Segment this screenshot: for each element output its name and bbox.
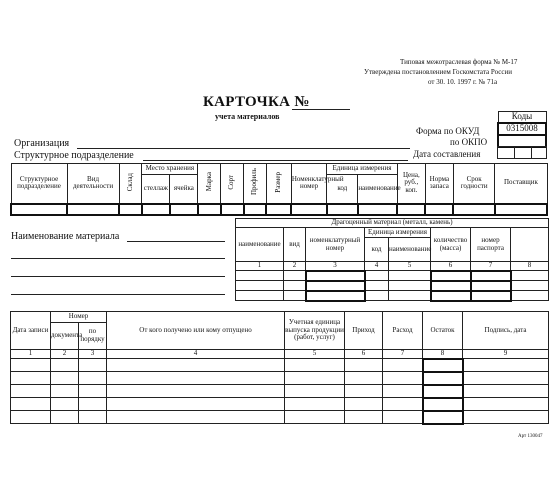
input-price[interactable] — [397, 204, 425, 215]
mv-cell[interactable] — [345, 398, 383, 411]
date-created-table — [497, 146, 547, 159]
mv-num: 9 — [463, 350, 549, 359]
precious-cell[interactable] — [431, 271, 471, 281]
input-shelf-life[interactable] — [453, 204, 495, 215]
col-unit-code: код — [327, 175, 358, 204]
precious-num: 5 — [389, 262, 431, 271]
input-supplier[interactable] — [495, 204, 547, 215]
codes-header: Коды — [498, 112, 546, 123]
mv-cell[interactable] — [285, 398, 345, 411]
grade-label: Сорт — [227, 174, 236, 190]
precious-num: 8 — [511, 262, 549, 271]
precious-col-passport: номер паспорта — [471, 228, 511, 262]
mv-cell[interactable] — [107, 398, 285, 411]
input-cell[interactable] — [170, 204, 198, 215]
col-item-number: Номенклатурный номер — [291, 164, 326, 204]
mv-num: 4 — [107, 350, 285, 359]
col-storage: Место хранения — [142, 164, 198, 175]
col-warehouse — [119, 164, 142, 204]
col-cell: ячейка — [170, 175, 198, 204]
precious-col-unit-name: наименование — [389, 238, 431, 262]
input-item-number[interactable] — [291, 204, 326, 215]
precious-num: 2 — [284, 262, 306, 271]
col-price: Цена, руб., коп. — [397, 164, 425, 204]
mv-cell[interactable] — [463, 398, 549, 411]
precious-num: 1 — [236, 262, 284, 271]
input-warehouse[interactable] — [119, 204, 142, 215]
mv-cell[interactable] — [463, 385, 549, 398]
department-label: Структурное подразделение — [14, 150, 134, 161]
precious-cell[interactable] — [431, 291, 471, 301]
precious-cell[interactable] — [306, 271, 365, 281]
mv-cell[interactable] — [463, 372, 549, 385]
input-brand[interactable] — [198, 204, 221, 215]
precious-cell[interactable] — [236, 281, 284, 291]
input-profile[interactable] — [244, 204, 267, 215]
precious-cell[interactable] — [471, 271, 511, 281]
precious-cell[interactable] — [511, 291, 549, 301]
form-type-label: Типовая межотраслевая форма № М-17 — [400, 58, 518, 66]
mv-cell[interactable] — [11, 372, 51, 385]
mv-cell[interactable] — [285, 359, 345, 372]
precious-num: 6 — [431, 262, 471, 271]
mv-cell[interactable] — [345, 411, 383, 424]
mv-col-in: Приход — [345, 312, 383, 350]
mv-cell[interactable] — [463, 359, 549, 372]
precious-cell[interactable] — [236, 291, 284, 301]
precious-cell[interactable] — [284, 281, 306, 291]
mv-cell[interactable] — [107, 372, 285, 385]
input-stock-norm[interactable] — [425, 204, 453, 215]
movement-table — [10, 311, 549, 425]
material-name-line-2[interactable] — [11, 258, 225, 259]
brand-label: Марка — [204, 172, 213, 192]
col-brand — [198, 164, 221, 204]
mv-cell[interactable] — [423, 372, 463, 385]
col-profile — [244, 164, 267, 204]
col-unit-name: наименование — [358, 175, 397, 204]
precious-cell[interactable] — [306, 281, 365, 291]
mv-cell[interactable] — [423, 359, 463, 372]
precious-col-empty — [511, 228, 549, 262]
mv-cell[interactable] — [423, 411, 463, 424]
precious-cell[interactable] — [284, 271, 306, 281]
mv-cell[interactable] — [51, 398, 79, 411]
mv-cell[interactable] — [11, 411, 51, 424]
col-shelf-life: Срок годности — [453, 164, 495, 204]
precious-cell[interactable] — [511, 271, 549, 281]
mv-cell[interactable] — [79, 372, 107, 385]
mv-cell[interactable] — [11, 398, 51, 411]
precious-cell[interactable] — [431, 281, 471, 291]
col-stock-norm: Норма запаса — [425, 164, 453, 204]
profile-label: Профиль — [250, 168, 259, 196]
date-day-cell[interactable] — [498, 147, 515, 159]
organization-label: Организация — [14, 138, 70, 149]
precious-cell[interactable] — [284, 291, 306, 301]
mv-cell[interactable] — [51, 372, 79, 385]
warehouse-label: Склад — [125, 172, 134, 192]
card-title: КАРТОЧКА № — [203, 94, 310, 110]
precious-cell[interactable] — [471, 281, 511, 291]
mv-cell[interactable] — [383, 385, 423, 398]
input-activity[interactable] — [67, 204, 119, 215]
mv-cell[interactable] — [51, 359, 79, 372]
mv-col-unit: Учетная единица выпуска продукции (работ, услуг) — [285, 312, 345, 350]
okud-label: Форма по ОКУД — [416, 126, 480, 136]
mv-num: 5 — [285, 350, 345, 359]
input-dept[interactable] — [11, 204, 67, 215]
col-grade — [221, 164, 244, 204]
size-label: Размер — [274, 171, 283, 193]
mv-num: 7 — [383, 350, 423, 359]
mv-cell[interactable] — [345, 359, 383, 372]
material-name-line-3[interactable] — [11, 276, 225, 277]
mv-cell[interactable] — [79, 385, 107, 398]
material-name-line-1[interactable] — [127, 241, 225, 242]
precious-cell[interactable] — [389, 281, 431, 291]
col-dept: Структурное подразделение — [11, 164, 67, 204]
mv-cell[interactable] — [285, 385, 345, 398]
precious-cell[interactable] — [365, 291, 389, 301]
mv-cell[interactable] — [383, 398, 423, 411]
precious-cell[interactable] — [389, 291, 431, 301]
precious-cell[interactable] — [306, 291, 365, 301]
precious-cell[interactable] — [389, 271, 431, 281]
mv-num: 1 — [11, 350, 51, 359]
precious-cell[interactable] — [236, 271, 284, 281]
date-created-label: Дата составления — [413, 149, 481, 159]
mv-cell[interactable] — [51, 385, 79, 398]
mv-col-sign: Подпись, дата — [463, 312, 549, 350]
mv-cell[interactable] — [463, 411, 549, 424]
mv-num: 2 — [51, 350, 79, 359]
input-size[interactable] — [266, 204, 291, 215]
precious-cell[interactable] — [511, 281, 549, 291]
precious-num: 3 — [306, 262, 365, 271]
mv-num: 8 — [423, 350, 463, 359]
precious-cell[interactable] — [365, 271, 389, 281]
mv-num: 6 — [345, 350, 383, 359]
department-field[interactable] — [143, 160, 408, 161]
okud-code-cell: 0315008 — [498, 123, 546, 135]
precious-cell[interactable] — [365, 281, 389, 291]
mv-cell[interactable] — [423, 398, 463, 411]
article-label: Арт 130047 — [518, 434, 543, 439]
mv-col-order: по порядку — [79, 323, 107, 350]
col-supplier: Поставщик — [495, 164, 547, 204]
mv-num: 3 — [79, 350, 107, 359]
mv-col-rest: Остаток — [423, 312, 463, 350]
mv-cell[interactable] — [423, 385, 463, 398]
col-activity: Вид деятельности — [67, 164, 119, 204]
input-grade[interactable] — [221, 204, 244, 215]
mv-col-date: Дата записи — [11, 312, 51, 350]
mv-cell[interactable] — [107, 359, 285, 372]
material-name-line-4[interactable] — [11, 294, 225, 295]
precious-num: 4 — [365, 262, 389, 271]
card-subtitle: учета материалов — [215, 112, 280, 121]
col-rack: стеллаж — [142, 175, 170, 204]
precious-col-qty: количество (масса) — [431, 228, 471, 262]
precious-col-kind: вид — [284, 228, 306, 262]
mv-cell[interactable] — [383, 411, 423, 424]
mv-cell[interactable] — [11, 385, 51, 398]
mv-cell[interactable] — [11, 359, 51, 372]
approval-date-label: от 30. 10. 1997 г. № 71а — [428, 78, 498, 86]
mv-cell[interactable] — [51, 411, 79, 424]
precious-cell[interactable] — [471, 291, 511, 301]
card-number-field[interactable] — [292, 109, 350, 110]
precious-col-unit: Единица измерения — [365, 228, 431, 238]
mv-cell[interactable] — [345, 385, 383, 398]
precious-material-table — [235, 218, 549, 302]
codes-table — [497, 111, 547, 148]
mv-cell[interactable] — [79, 398, 107, 411]
mv-col-out: Расход — [383, 312, 423, 350]
mv-cell[interactable] — [383, 359, 423, 372]
mv-col-doc: документа — [51, 323, 79, 350]
mv-cell[interactable] — [383, 372, 423, 385]
input-unit-name[interactable] — [358, 204, 397, 215]
input-rack[interactable] — [142, 204, 170, 215]
date-year-cell[interactable] — [532, 147, 547, 159]
mv-col-from-to: От кого получено или кому отпущено — [107, 312, 285, 350]
mv-cell[interactable] — [79, 411, 107, 424]
precious-col-code: код — [365, 238, 389, 262]
mv-cell[interactable] — [107, 385, 285, 398]
organization-field[interactable] — [77, 148, 410, 149]
input-unit-code[interactable] — [327, 204, 358, 215]
col-size — [266, 164, 291, 204]
mv-cell[interactable] — [285, 372, 345, 385]
okpo-label: по ОКПО — [450, 137, 488, 147]
mv-col-number: Номер — [51, 312, 107, 323]
approval-label: Утверждена постановлением Госкомстата России — [364, 68, 512, 76]
precious-col-item-number: номенклатурный номер — [306, 228, 365, 262]
precious-num: 7 — [471, 262, 511, 271]
material-attributes-table — [10, 163, 548, 216]
mv-cell[interactable] — [285, 411, 345, 424]
date-month-cell[interactable] — [515, 147, 532, 159]
col-unit: Единица измерения — [327, 164, 398, 175]
precious-title: Драгоценный материал (металл, камень) — [236, 219, 549, 228]
mv-cell[interactable] — [107, 411, 285, 424]
mv-cell[interactable] — [79, 359, 107, 372]
material-name-label: Наименование материала — [11, 231, 120, 242]
precious-col-name: наименование — [236, 228, 284, 262]
mv-cell[interactable] — [345, 372, 383, 385]
